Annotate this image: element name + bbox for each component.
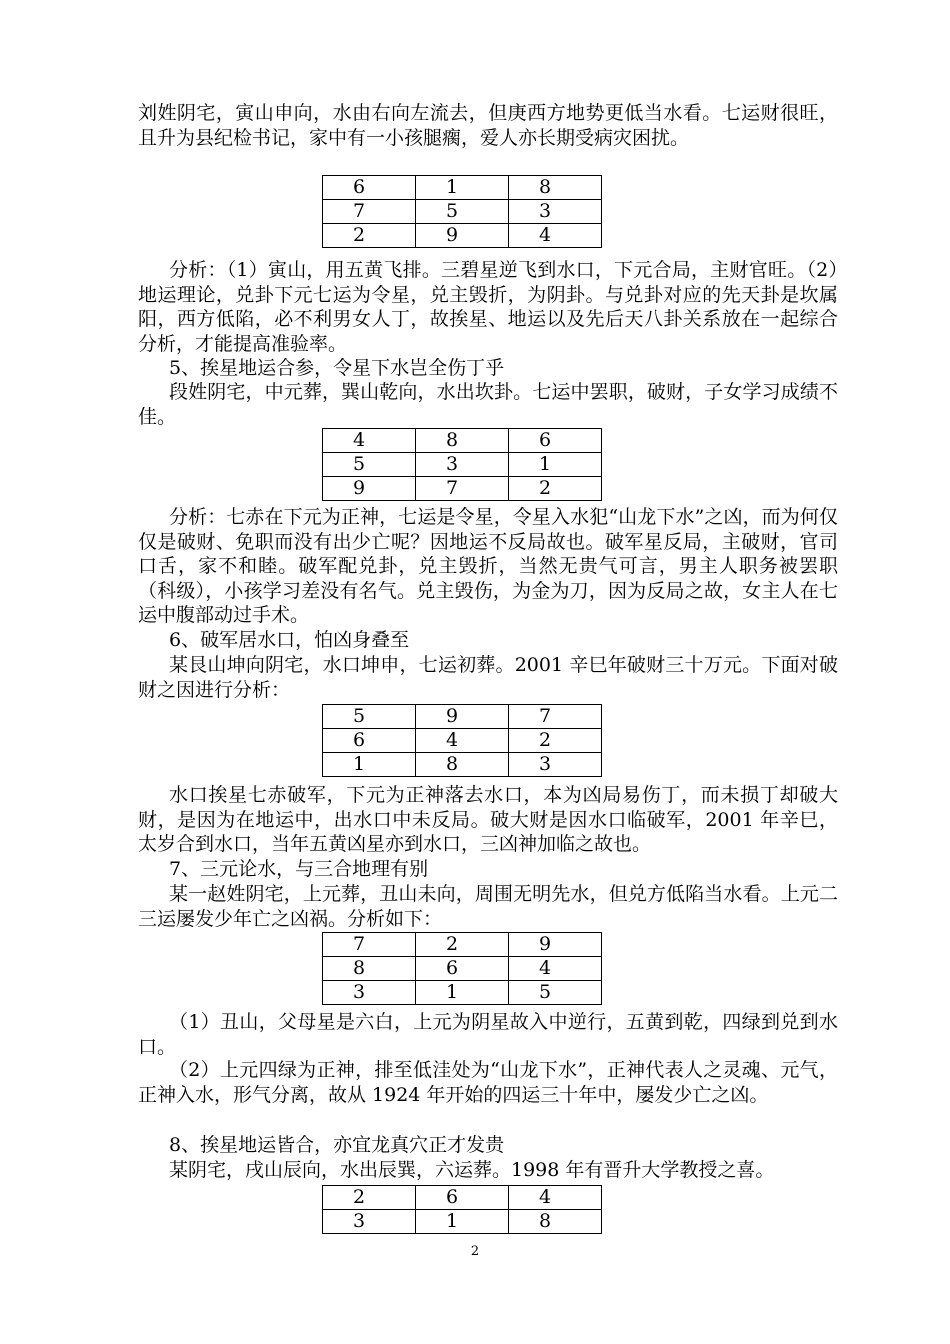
grid-cell: 6 <box>323 729 416 753</box>
grid-cell: 3 <box>509 200 602 224</box>
paragraph: 某阴宅，戌山辰向，水出辰巽，六运葬。1998 年有晋升大学教授之喜。 <box>169 1159 775 1181</box>
grid-cell: 9 <box>416 224 509 248</box>
paragraph: （2）上元四绿为正神，排至低洼处为“山龙下水”，正神代表人之灵魂、元气，正神入水，形气分离，故从 1924 年开始的四运三十年中，屡发少亡之凶。 <box>138 1059 838 1106</box>
grid-cell: 2 <box>416 933 509 957</box>
grid-cell: 8 <box>416 753 509 777</box>
grid-cell: 5 <box>323 705 416 729</box>
grid-cell: 1 <box>323 753 416 777</box>
grid-cell: 7 <box>509 705 602 729</box>
grid-cell: 8 <box>416 429 509 453</box>
section-heading: 8、挨星地运皆合，亦宜龙真穴正才发贵 <box>169 1134 505 1156</box>
grid-cell: 4 <box>323 429 416 453</box>
flying-star-grid <box>322 1185 602 1234</box>
grid-cell: 7 <box>416 477 509 501</box>
grid-cell: 4 <box>509 957 602 981</box>
grid-cell: 6 <box>509 429 602 453</box>
grid-cell: 1 <box>509 453 602 477</box>
grid-cell: 9 <box>509 933 602 957</box>
grid-cell: 2 <box>509 729 602 753</box>
grid-cell: 6 <box>416 957 509 981</box>
grid-cell: 3 <box>323 981 416 1005</box>
paragraph: （1）丑山，父母星是六白，上元为阴星故入中逆行，五黄到乾，四绿到兑到水口。 <box>138 1011 838 1058</box>
paragraph: 某一赵姓阴宅，上元葬，丑山未向，周围无明先水，但兑方低陷当水看。上元二三运屡发少年亡之凶祸。分析如下： <box>138 883 838 930</box>
grid-cell: 2 <box>323 1186 416 1210</box>
grid-cell: 8 <box>509 1210 602 1234</box>
grid-cell: 9 <box>323 477 416 501</box>
paragraph: 某艮山坤向阴宅，水口坤申，七运初葬。2001 辛巳年破财三十万元。下面对破财之因进行分析： <box>138 654 838 701</box>
section-heading: 6、破军居水口，怕凶身叠至 <box>169 629 410 651</box>
paragraph: 段姓阴宅，中元葬，巽山乾向，水出坎卦。七运中罢职，破财，子女学习成绩不佳。 <box>138 381 838 428</box>
grid-cell: 3 <box>416 453 509 477</box>
grid-cell: 7 <box>323 200 416 224</box>
grid-cell: 3 <box>509 753 602 777</box>
flying-star-grid <box>322 428 602 501</box>
grid-cell: 4 <box>509 224 602 248</box>
grid-cell: 5 <box>416 200 509 224</box>
grid-cell: 5 <box>323 453 416 477</box>
page-number: 2 <box>470 1244 480 1259</box>
grid-cell: 5 <box>509 981 602 1005</box>
section-heading: 7、三元论水，与三合地理有别 <box>169 858 429 880</box>
grid-cell: 2 <box>509 477 602 501</box>
grid-cell: 4 <box>509 1186 602 1210</box>
grid-cell: 1 <box>416 1210 509 1234</box>
flying-star-grid <box>322 704 602 777</box>
grid-cell: 1 <box>416 176 509 200</box>
grid-cell: 2 <box>323 224 416 248</box>
grid-cell: 6 <box>323 176 416 200</box>
grid-cell: 7 <box>323 933 416 957</box>
paragraph: 分析：七赤在下元为正神，七运是令星，令星入水犯“山龙下水”之凶，而为何仅仅是破财、免职而没有出少亡呢？因地运不反局故也。破军星反局，主破财，官司口舌，家不和睦。破军配兑卦，兑主毁折，当然无贵气可言，男主人职务被罢职（科级），小孩学习差没有名气。兑主毁伤，为金为刀，因为反局之故，女主人在七运中腹部动过手术。 <box>138 506 838 626</box>
paragraph: 分析：（1）寅山，用五黄飞排。三碧星逆飞到水口，下元合局，主财官旺。（2）地运理论，兑卦下元七运为令星，兑主毁折，为阴卦。与兑卦对应的先天卦是坎属阳，西方低陷，必不利男女人丁，故挨星、地运以及先后天八卦关系放在一起综合分析，才能提高准验率。 <box>138 259 838 355</box>
grid-cell: 9 <box>416 705 509 729</box>
grid-cell: 4 <box>416 729 509 753</box>
section-heading: 5、挨星地运合参，令星下水岂全伤丁乎 <box>169 357 505 379</box>
paragraph: 刘姓阴宅，寅山申向，水由右向左流去，但庚西方地势更低当水看。七运财很旺，且升为县纪检书记，家中有一小孩腿瘸，爱人亦长期受病灾困扰。 <box>138 102 838 149</box>
grid-cell: 6 <box>416 1186 509 1210</box>
paragraph: 水口挨星七赤破军，下元为正神落去水口，本为凶局易伤丁，而未损丁却破大财，是因为在地运中，出水口中未反局。破大财是因水口临破军，2001 年辛巳，太岁合到水口，当年五黄凶星亦到水口，三凶神加临之故也。 <box>138 784 838 855</box>
grid-cell: 1 <box>416 981 509 1005</box>
flying-star-grid <box>322 932 602 1005</box>
grid-cell: 8 <box>509 176 602 200</box>
grid-cell: 8 <box>323 957 416 981</box>
flying-star-grid <box>322 175 602 248</box>
grid-cell: 3 <box>323 1210 416 1234</box>
